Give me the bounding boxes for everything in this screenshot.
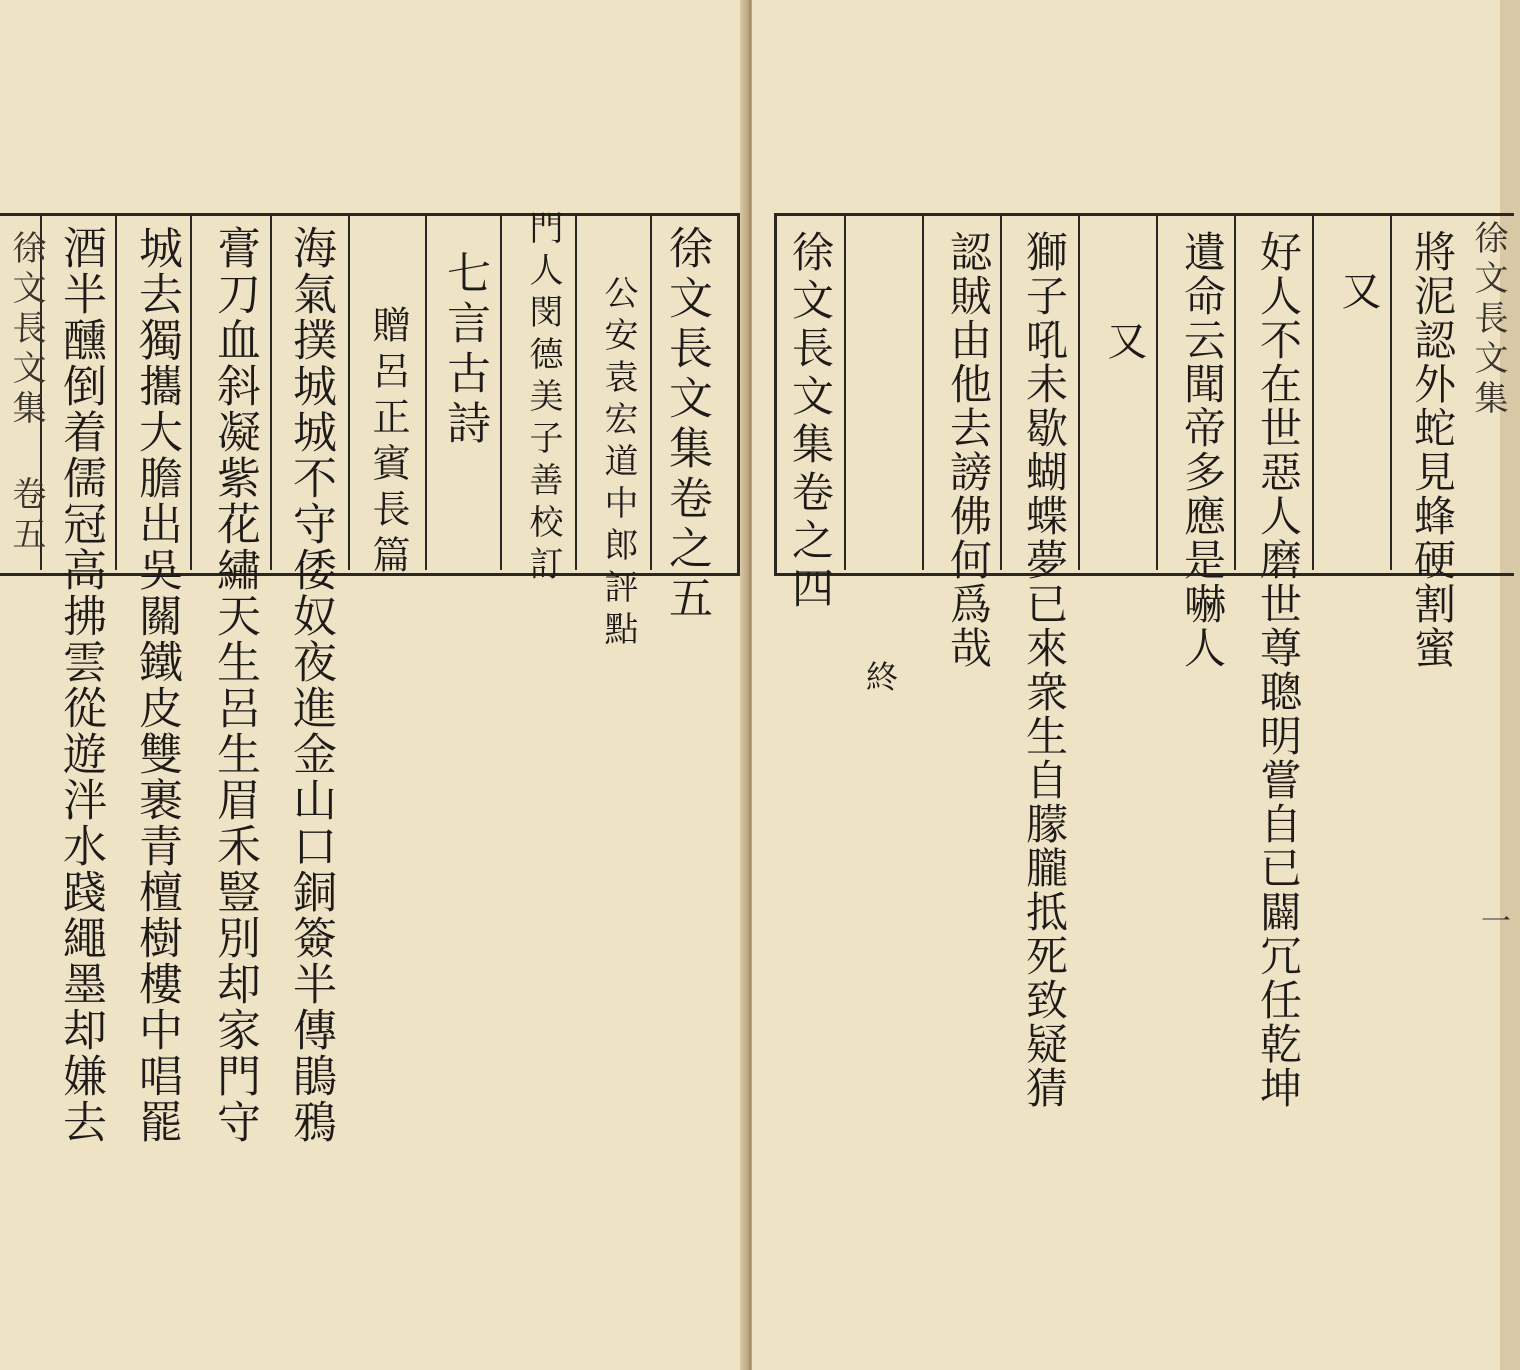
volume-title: 徐文長文集卷之五 — [661, 225, 712, 625]
column-rule — [115, 216, 117, 570]
column-rule — [1000, 216, 1002, 570]
column-rule — [922, 216, 924, 570]
poem-text-line: 遺命云聞帝多應是嚇人 — [1178, 230, 1227, 670]
column-rule — [190, 216, 192, 570]
section-heading: 七言古詩 — [439, 250, 490, 450]
right-page-frame — [774, 213, 1514, 576]
column-rule — [270, 216, 272, 570]
poem-text-line: 認賊由他去謗佛何爲哉 — [944, 230, 993, 670]
column-rule — [1390, 216, 1392, 570]
left-page — [0, 0, 748, 1370]
volume-end-title: 徐文長文集卷之四 — [786, 230, 835, 614]
fore-edge-title: 徐文長文集 卷五 — [6, 230, 46, 556]
commentator-line: 公安袁宏道中郎評點 — [598, 275, 638, 653]
column-rule — [575, 216, 577, 570]
column-rule — [425, 216, 427, 570]
poem-title: 又 — [1101, 320, 1147, 366]
page-number: 一 — [1475, 905, 1510, 941]
column-rule — [1078, 216, 1080, 570]
poem-text-line: 膏刀血斜凝紫花繡天生呂生眉禾豎別却家門守 — [209, 225, 260, 1145]
column-rule — [500, 216, 502, 570]
poem-title: 又 — [1335, 270, 1381, 316]
column-rule — [1312, 216, 1314, 570]
fore-edge-title: 徐文長文集 — [1468, 220, 1508, 420]
poem-text-line: 將泥認外蛇見蜂硬割蜜 — [1408, 230, 1457, 670]
column-rule — [1234, 216, 1236, 570]
poem-text-line: 海氣撲城城不守倭奴夜進金山口銅簽半傳鵑鴉 — [285, 225, 336, 1145]
poem-text-line: 獅子吼未歇蝴蝶夢已來衆生自朦朧抵死致疑猜 — [1020, 230, 1069, 1110]
end-mark: 終 — [861, 660, 899, 698]
column-rule — [1156, 216, 1158, 570]
poem-text-line: 好人不在世惡人磨世尊聰明嘗自已闢冗任乾坤 — [1254, 230, 1303, 1110]
right-page — [752, 0, 1510, 1370]
column-rule — [650, 216, 652, 570]
poem-text-line: 酒半醺倒着儒冠高拂雲從遊泮水踐繩墨却嫌去 — [55, 225, 106, 1145]
column-rule — [844, 216, 846, 570]
poem-text-line: 城去獨攜大膽出吳關鐵皮雙裹青檀樹樓中唱罷 — [131, 225, 182, 1145]
editor-line: 門人閔德美子善校訂 — [523, 210, 563, 588]
poem-title: 贈呂正賓長篇 — [366, 305, 410, 581]
column-rule — [348, 216, 350, 570]
